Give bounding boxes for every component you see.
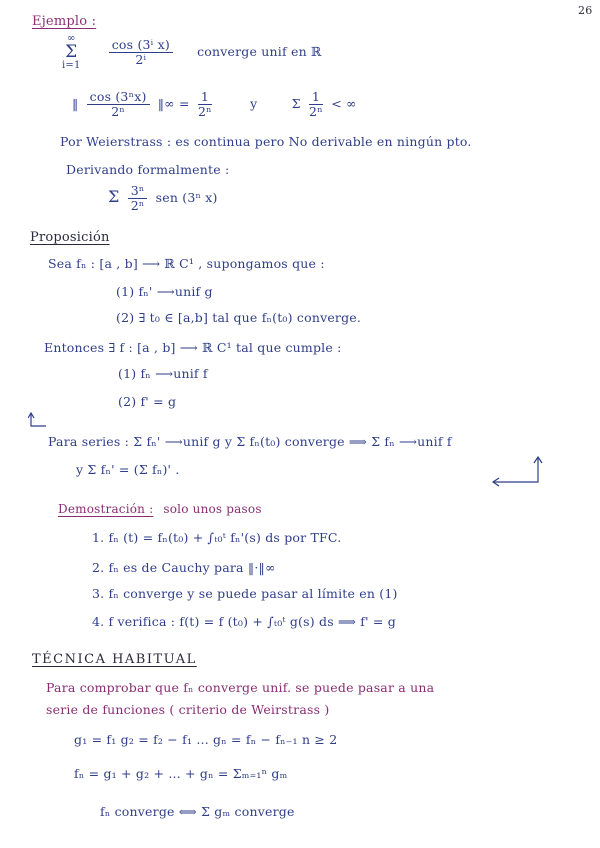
result-1: (1) fₙ ⟶unif f: [118, 366, 208, 381]
derivative-term: $\frac{\text{3ⁿ}}{\text{2ⁿ}}$: [128, 184, 148, 213]
condition-1: (1) fₙ' ⟶unif g: [116, 284, 213, 299]
ejemplo-series: ∞ Σ i=1 $\frac{\text{cos (3ⁱ x)}}{\text{2ⁱ}}$ converge unif en ℝ: [62, 33, 322, 71]
norm-bound: ‖ $\frac{\text{cos (3ⁿx)}}{\text{2ⁿ}}$ ‖∞ = $\frac{1}{\text{2ⁿ}}$ y Σ $\frac{1}{\text{2ⁿ}}$ < ∞: [72, 89, 357, 119]
derivative-series: Σ $\frac{\text{3ⁿ}}{\text{2ⁿ}}$ sen (3ⁿ x): [108, 183, 218, 213]
result-2: (2) f' = g: [118, 394, 177, 409]
sea-line: Sea fₙ : [a , b] ⟶ ℝ C¹ , supongamos que :: [48, 256, 325, 271]
convergence-equivalence: fₙ converge ⟺ Σ gₘ converge: [100, 804, 295, 819]
g-definitions: g₁ = f₁ g₂ = f₂ − f₁ ... gₙ = fₙ − fₙ₋₁ n ≥ 2: [74, 732, 338, 747]
series-term: $\frac{\text{cos (3ⁱ x)}}{\text{2ⁱ}}$: [109, 38, 173, 67]
proof-step-3: 3. fₙ converge y se puede pasar al límite en (1): [92, 586, 398, 601]
curved-arrow-icon: [28, 412, 50, 430]
proposicion-heading: Proposición: [30, 230, 110, 245]
page-number: 26: [578, 4, 593, 17]
condition-2: (2) ∃ t₀ ∈ [a,b] tal que fₙ(t₀) converge.: [116, 310, 362, 325]
proof-step-2: 2. fₙ es de Cauchy para ‖·‖∞: [92, 560, 276, 575]
proof-step-1: 1. fₙ (t) = fₙ(t₀) + ∫ₜ₀ᵗ fₙ'(s) ds por TFC.: [92, 530, 342, 545]
return-arrow-icon: [488, 456, 544, 488]
tecnica-heading: TÉCNICA HABITUAL: [32, 652, 197, 667]
norm-term: $\frac{\text{cos (3ⁿx)}}{\text{2ⁿ}}$: [87, 90, 150, 119]
sum-symbol: ∞ Σ i=1: [62, 33, 81, 71]
entonces-line: Entonces ∃ f : [a , b] ⟶ ℝ C¹ tal que cumple :: [44, 340, 342, 355]
tecnica-line-1: Para comprobar que fₙ converge unif. se puede pasar a una: [46, 680, 435, 695]
derivando-line: Derivando formalmente :: [66, 162, 230, 177]
tecnica-line-2: serie de funciones ( criterio de Weirstrass ): [46, 702, 330, 717]
ejemplo-heading: Ejemplo :: [32, 14, 97, 29]
demostracion-title: [58, 502, 262, 516]
series-line: Para series : Σ fₙ' ⟶unif g y Σ fₙ(t₀) converge ⟹ Σ fₙ ⟶unif f: [48, 434, 452, 449]
demostracion-subtitle: solo unos pasos: [163, 502, 262, 516]
demostracion-heading: Demostración :: [58, 502, 154, 516]
sum2-term: $\frac{1}{\text{2ⁿ}}$: [309, 89, 323, 119]
proof-step-4: 4. f verifica : f(t) = f (t₀) + ∫ₜ₀ᵗ g(s) ds ⟹ f' = g: [92, 614, 396, 629]
bound-term: $\frac{1}{\text{2ⁿ}}$: [198, 89, 212, 119]
series-line-2: y Σ fₙ' = (Σ fₙ)' .: [76, 462, 180, 477]
weierstrass-line: Por Weierstrass : es continua pero No derivable en ningún pto.: [60, 134, 472, 149]
f-telescoping-sum: fₙ = g₁ + g₂ + ... + gₙ = Σₘ₌₁ⁿ gₘ: [74, 766, 288, 781]
